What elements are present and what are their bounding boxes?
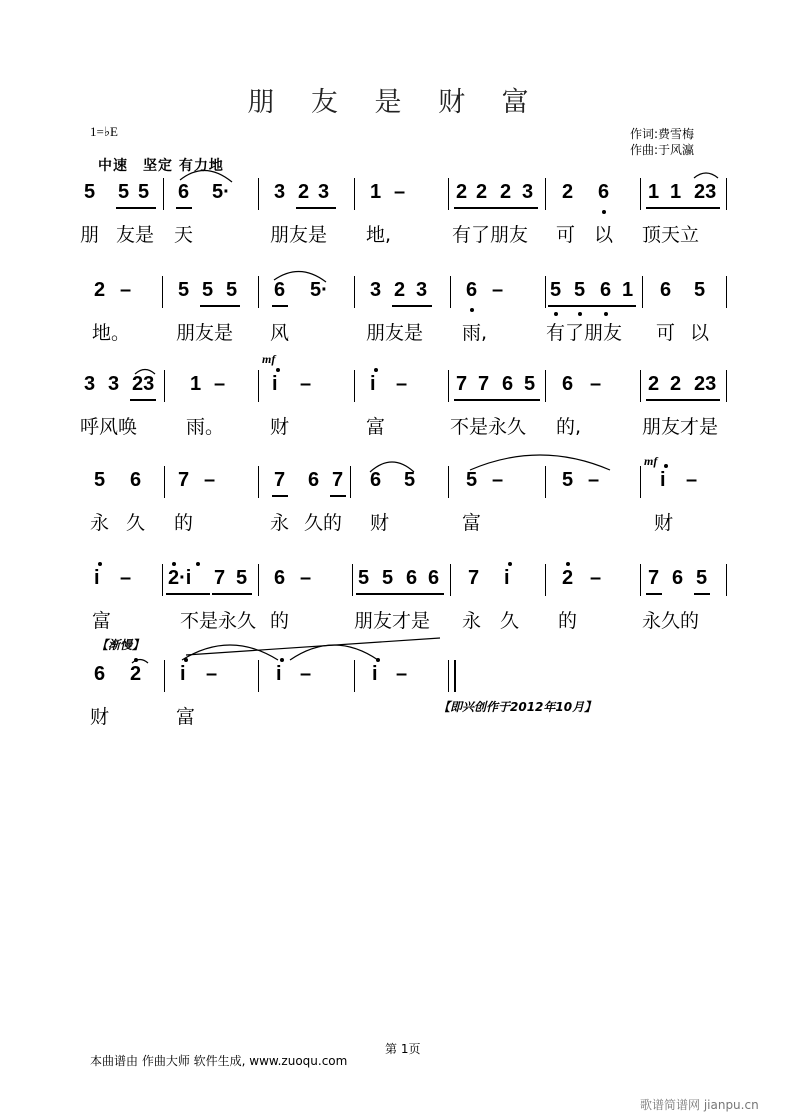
- note: 2: [456, 181, 468, 203]
- page-title: 朋 友 是 财 富: [247, 87, 543, 118]
- underline: [116, 207, 156, 209]
- barline: [726, 370, 727, 402]
- lyric: 天: [174, 224, 194, 246]
- note: 5: [694, 279, 706, 301]
- lyric: 有了朋友: [546, 322, 623, 344]
- note: 6: [562, 373, 574, 395]
- barline: [258, 178, 259, 210]
- note: 5: [562, 469, 574, 491]
- note: 3: [274, 181, 286, 203]
- barline: [545, 466, 546, 498]
- note: 6: [130, 469, 142, 491]
- note: 6: [600, 279, 612, 301]
- high-octave-dot: [134, 658, 138, 662]
- note: 3: [370, 279, 382, 301]
- underline: [392, 305, 432, 307]
- high-octave-dot: [508, 562, 512, 566]
- note: 2: [562, 567, 574, 589]
- barline: [164, 370, 165, 402]
- high-octave-dot: [566, 562, 570, 566]
- composition-note: 【即兴创作于2012年10月】: [438, 700, 597, 714]
- barline: [448, 370, 449, 402]
- key-signature: 1=♭E: [90, 124, 118, 139]
- lyric: 富: [462, 512, 482, 534]
- note: –: [300, 567, 312, 589]
- lyric: 永: [462, 610, 482, 632]
- note: –: [492, 469, 504, 491]
- lyric: 朋友是: [270, 224, 328, 246]
- note: 1: [190, 373, 202, 395]
- note: –: [300, 373, 312, 395]
- note: i: [276, 663, 282, 685]
- note: 6: [502, 373, 514, 395]
- lyric: 永久的: [642, 610, 700, 632]
- lyric: 朋友才是: [642, 416, 719, 438]
- lyric: 永: [90, 512, 110, 534]
- barline: [726, 276, 727, 308]
- note: 3: [522, 181, 534, 203]
- high-octave-dot: [196, 562, 200, 566]
- barline: [352, 564, 353, 596]
- high-octave-dot: [280, 658, 284, 662]
- underline: [212, 593, 252, 595]
- high-octave-dot: [172, 562, 176, 566]
- note: 2: [670, 373, 682, 395]
- note: 5: [236, 567, 248, 589]
- dynamic-mf: mf: [262, 352, 276, 366]
- note: 6: [178, 181, 190, 203]
- lyric: 朋友是: [366, 322, 424, 344]
- note: 7: [478, 373, 490, 395]
- lyric: 的,: [556, 416, 582, 438]
- barline: [258, 660, 259, 692]
- low-octave-dot: [602, 210, 606, 214]
- note: –: [206, 663, 218, 685]
- lyric: 顶天立: [642, 224, 700, 246]
- barline: [545, 178, 546, 210]
- barline: [448, 660, 449, 692]
- barline: [642, 276, 643, 308]
- barline: [162, 276, 163, 308]
- lyric: 可: [656, 322, 676, 344]
- lyric: 不是永久: [180, 610, 257, 632]
- note: 5: [94, 469, 106, 491]
- page-number: 第 1页: [385, 1042, 421, 1056]
- underline: [296, 207, 336, 209]
- barline: [350, 466, 351, 498]
- note: –: [396, 663, 408, 685]
- high-octave-dot: [276, 368, 280, 372]
- note: 5: [550, 279, 562, 301]
- note: 5·: [212, 181, 230, 203]
- note: 7: [274, 469, 286, 491]
- barline: [354, 276, 355, 308]
- note: i: [660, 469, 666, 491]
- underline: [454, 207, 538, 209]
- note: 5: [118, 181, 130, 203]
- note: –: [396, 373, 408, 395]
- lyric: 朋: [80, 224, 100, 246]
- note: 3: [108, 373, 120, 395]
- lyric: 的: [270, 610, 290, 632]
- note: 7: [648, 567, 660, 589]
- composer: 作曲:于风瀛: [630, 143, 695, 157]
- note: 7: [178, 469, 190, 491]
- lyricist: 作词:费雪梅: [630, 127, 695, 141]
- note: i: [370, 373, 376, 395]
- note: 6: [660, 279, 672, 301]
- note: –: [204, 469, 216, 491]
- note: –: [492, 279, 504, 301]
- dynamic-mf: mf: [644, 454, 658, 468]
- note: i: [372, 663, 378, 685]
- note: –: [686, 469, 698, 491]
- note: 7: [332, 469, 344, 491]
- footer-note: 本曲谱由 作曲大师 软件生成, www.zuoqu.com: [90, 1054, 348, 1068]
- barline: [354, 660, 355, 692]
- lyric: 朋友才是: [354, 610, 431, 632]
- note: 1: [622, 279, 634, 301]
- note: 6: [94, 663, 106, 685]
- note: –: [214, 373, 226, 395]
- note: 1: [648, 181, 660, 203]
- barline: [258, 466, 259, 498]
- lyric: 朋友是: [176, 322, 234, 344]
- note: 5: [178, 279, 190, 301]
- lyric: 呼风唤: [80, 416, 138, 438]
- note: 7: [214, 567, 226, 589]
- underline: [166, 593, 210, 595]
- lyric: 雨。: [186, 416, 225, 438]
- tempo-marking: 中速 坚定 有力地: [98, 158, 224, 174]
- barline: [258, 276, 259, 308]
- lyric: 财: [270, 416, 290, 438]
- barline: [164, 660, 165, 692]
- note: 6: [274, 279, 286, 301]
- underline: [200, 305, 240, 307]
- note: 23: [694, 373, 717, 395]
- low-octave-dot: [578, 312, 582, 316]
- note: 2: [94, 279, 106, 301]
- barline: [163, 178, 164, 210]
- lyric: 富: [176, 706, 196, 728]
- lyric: 有了朋友: [452, 224, 529, 246]
- barline: [640, 178, 641, 210]
- note: 5: [358, 567, 370, 589]
- lyric: 的: [174, 512, 194, 534]
- barline: [450, 276, 451, 308]
- barline: [164, 466, 165, 498]
- note: 6: [274, 567, 286, 589]
- note: 5: [696, 567, 708, 589]
- note: 7: [468, 567, 480, 589]
- underline: [356, 593, 444, 595]
- lyric: 友是: [116, 224, 155, 246]
- barline: [354, 370, 355, 402]
- lyric: 久的: [304, 512, 343, 534]
- underline: [272, 305, 288, 307]
- lyric: 可: [556, 224, 576, 246]
- lyric: 久: [126, 512, 146, 534]
- high-octave-dot: [664, 464, 668, 468]
- lyric: 地。: [92, 322, 131, 344]
- lyric: 的: [558, 610, 578, 632]
- note: 1: [670, 181, 682, 203]
- underline: [646, 593, 662, 595]
- note: 5: [138, 181, 150, 203]
- note: 3: [84, 373, 96, 395]
- note: 6: [370, 469, 382, 491]
- note: 2: [298, 181, 310, 203]
- high-octave-dot: [98, 562, 102, 566]
- barline: [450, 564, 451, 596]
- barline: [448, 178, 449, 210]
- barline: [640, 564, 641, 596]
- note: 5: [84, 181, 96, 203]
- slur: [290, 645, 378, 660]
- note: 3: [318, 181, 330, 203]
- note: 2: [130, 663, 142, 685]
- low-octave-dot: [604, 312, 608, 316]
- note: 5: [226, 279, 238, 301]
- note: 1: [370, 181, 382, 203]
- note: –: [120, 567, 132, 589]
- barline: [545, 564, 546, 596]
- high-octave-dot: [376, 658, 380, 662]
- barline: [640, 370, 641, 402]
- note: 23: [694, 181, 717, 203]
- lyric: 不是永久: [450, 416, 527, 438]
- note: 5: [466, 469, 478, 491]
- slur: [186, 638, 440, 655]
- underline: [454, 399, 540, 401]
- underline: [646, 399, 720, 401]
- lyric: 以: [690, 322, 710, 344]
- final-barline: [454, 660, 456, 692]
- underline: [176, 207, 192, 209]
- lyric: 地,: [366, 224, 392, 246]
- barline: [545, 276, 546, 308]
- note: 6: [428, 567, 440, 589]
- note: 6: [406, 567, 418, 589]
- note: –: [590, 567, 602, 589]
- note: 5: [404, 469, 416, 491]
- note: i: [504, 567, 510, 589]
- note: 2: [562, 181, 574, 203]
- note: 2: [648, 373, 660, 395]
- barline: [162, 564, 163, 596]
- note: 2: [476, 181, 488, 203]
- note: 5: [202, 279, 214, 301]
- barline: [726, 564, 727, 596]
- note: 7: [456, 373, 468, 395]
- lyric: 富: [366, 416, 386, 438]
- watermark: 歌谱简谱网 jianpu.cn: [640, 1098, 759, 1112]
- note: 2: [394, 279, 406, 301]
- note: 5·: [310, 279, 328, 301]
- note: –: [590, 373, 602, 395]
- lyric: 财: [654, 512, 674, 534]
- note: 6: [672, 567, 684, 589]
- note: 6: [466, 279, 478, 301]
- note: –: [120, 279, 132, 301]
- lyric: 财: [90, 706, 110, 728]
- underline: [272, 495, 288, 497]
- note: 2·i: [168, 567, 192, 589]
- underline: [646, 207, 720, 209]
- high-octave-dot: [374, 368, 378, 372]
- lyric: 雨,: [462, 322, 488, 344]
- underline: [130, 399, 156, 401]
- lyric: 风: [270, 322, 290, 344]
- note: –: [300, 663, 312, 685]
- note: 23: [132, 373, 155, 395]
- lyric: 永: [270, 512, 290, 534]
- note: 6: [598, 181, 610, 203]
- barline: [545, 370, 546, 402]
- lyric: 以: [594, 224, 614, 246]
- note: –: [394, 181, 406, 203]
- note: 2: [500, 181, 512, 203]
- credits: [630, 126, 694, 158]
- note: 6: [308, 469, 320, 491]
- barline: [726, 178, 727, 210]
- note: –: [588, 469, 600, 491]
- lyric: 久: [500, 610, 520, 632]
- low-octave-dot: [470, 308, 474, 312]
- note: 5: [574, 279, 586, 301]
- slur: [182, 645, 278, 660]
- barline: [258, 564, 259, 596]
- note: i: [272, 373, 278, 395]
- lyric: 财: [370, 512, 390, 534]
- underline: [330, 495, 346, 497]
- rit-marking: 【渐慢】: [96, 638, 145, 652]
- low-octave-dot: [554, 312, 558, 316]
- barline: [448, 466, 449, 498]
- barline: [258, 370, 259, 402]
- note: 5: [382, 567, 394, 589]
- note: 3: [416, 279, 428, 301]
- barline: [640, 466, 641, 498]
- underline: [694, 593, 710, 595]
- barline: [354, 178, 355, 210]
- note: 5: [524, 373, 536, 395]
- note: i: [180, 663, 186, 685]
- high-octave-dot: [184, 658, 188, 662]
- note: i: [94, 567, 100, 589]
- lyric: 富: [92, 610, 112, 632]
- underline: [548, 305, 636, 307]
- slur: [694, 173, 718, 178]
